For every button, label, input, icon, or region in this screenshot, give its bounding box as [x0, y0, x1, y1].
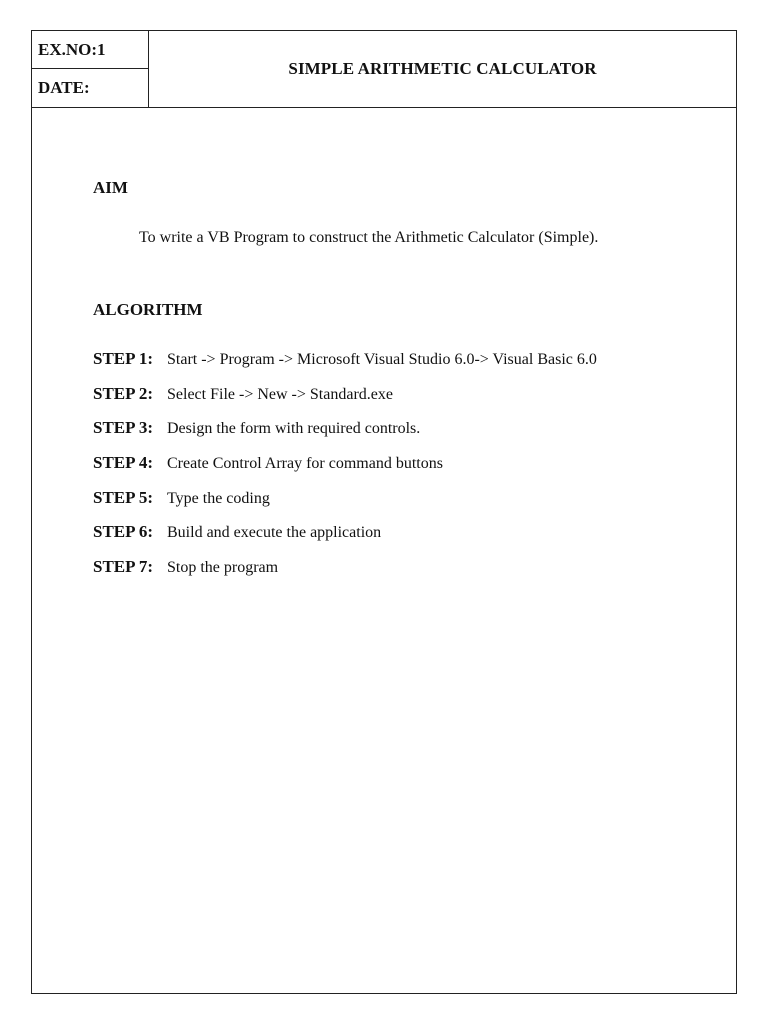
step-label: STEP 6:	[93, 522, 153, 542]
aim-heading: AIM	[93, 178, 128, 197]
step-3	[93, 418, 597, 453]
document-title: SIMPLE ARITHMETIC CALCULATOR	[288, 59, 597, 78]
step-text: Create Control Array for command buttons	[167, 455, 443, 473]
step-6	[93, 522, 597, 557]
step-text: Type the coding	[167, 489, 270, 507]
step-7	[93, 557, 597, 592]
step-label: STEP 3:	[93, 418, 153, 438]
aim-text: To write a VB Program to construct the Arithmetic Calculator (Simple).	[139, 229, 599, 246]
exercise-number: EX.NO:1	[32, 31, 148, 69]
algorithm-heading: ALGORITHM	[93, 300, 203, 319]
step-text: Design the form with required controls.	[167, 420, 421, 438]
date-field: DATE:	[38, 78, 90, 97]
step-label: STEP 2:	[93, 383, 153, 403]
step-4	[93, 453, 597, 488]
step-2	[93, 384, 597, 419]
meta-column	[32, 31, 149, 107]
step-text: Start -> Program -> Microsoft Visual Studio 6.0-> Visual Basic 6.0	[167, 351, 597, 368]
step-text: Build and execute the application	[167, 524, 382, 542]
step-label: STEP 4:	[93, 453, 153, 473]
step-5	[93, 488, 597, 523]
header-table	[32, 31, 736, 108]
step-label: STEP 7:	[93, 557, 153, 577]
step-text: Stop the program	[167, 559, 279, 577]
step-label: STEP 1:	[93, 349, 153, 368]
step-1	[93, 349, 597, 384]
step-text: Select File -> New -> Standard.exe	[167, 385, 393, 403]
algorithm-steps	[93, 349, 597, 592]
step-label: STEP 5:	[93, 487, 153, 507]
